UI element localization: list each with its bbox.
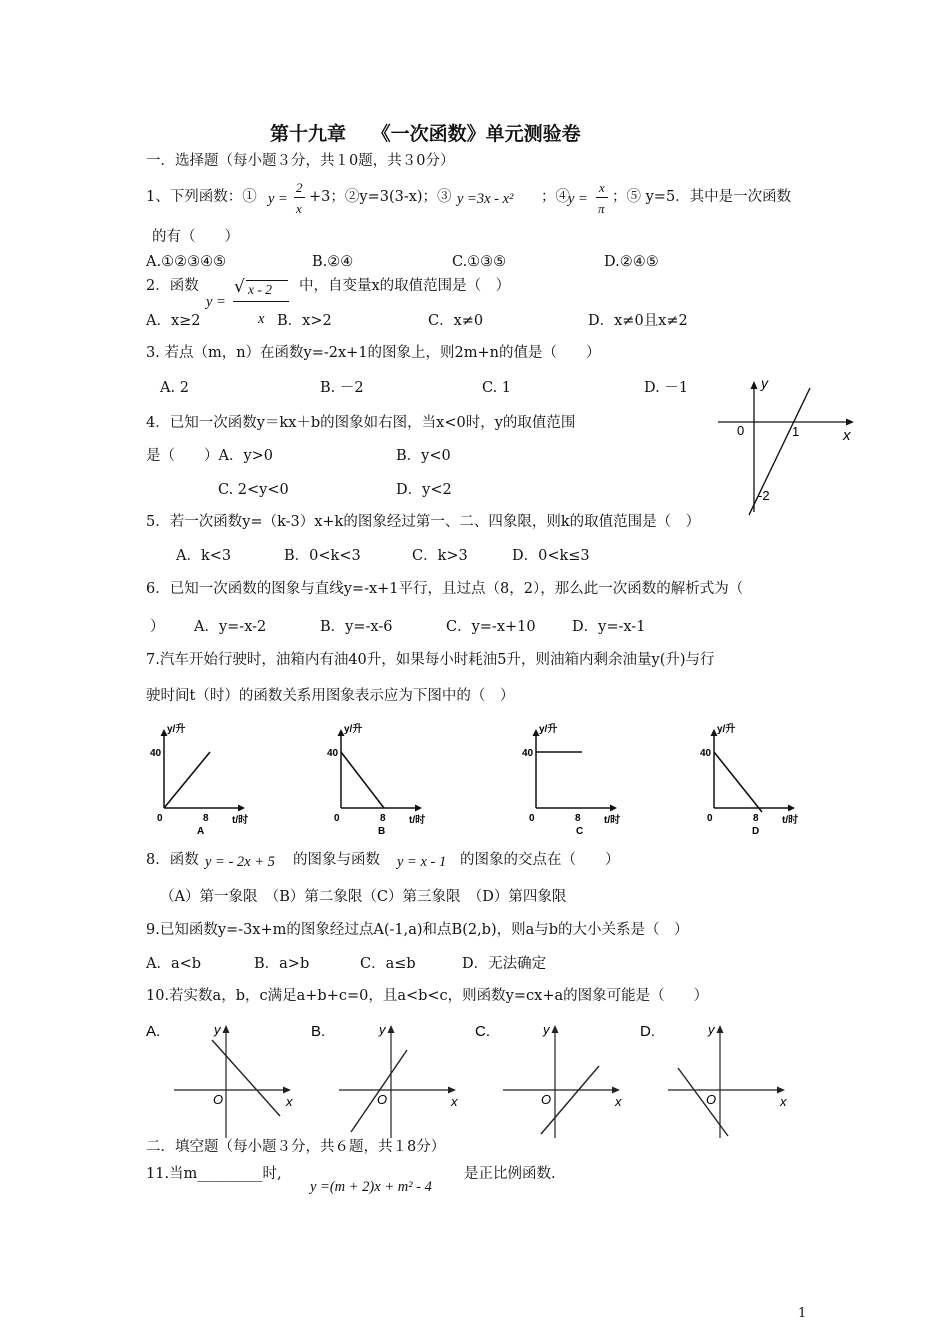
q6-option-b: B．y=-x-6: [320, 619, 393, 635]
svg-text:8: 8: [203, 813, 209, 824]
q6-option-a: A．y=-x-2: [194, 619, 267, 635]
svg-text:t/时: t/时: [409, 815, 426, 826]
section-heading-choice: 一．选择题（每小题３分，共１0题，共３0分）: [146, 153, 455, 169]
q4-line2: 是（ ）A．y>0: [146, 448, 274, 464]
svg-text:D.: D.: [640, 1023, 655, 1040]
q7-line2: 驶时间t（时）的函数关系用图象表示应为下图中的（ ）: [146, 688, 515, 704]
q7-graph-d: [694, 720, 804, 840]
q7-b-function-line: [341, 752, 384, 808]
q1-f1-y: y =: [268, 191, 288, 207]
q3-option-d: D. －1: [644, 380, 689, 396]
q11-prefix: 11.当m_________时,: [146, 1166, 282, 1182]
q4-y-arrow: [751, 381, 758, 389]
q2-den: x: [258, 311, 265, 327]
q9-option-a: A．a<b: [146, 956, 202, 972]
page-number: 1: [798, 1306, 807, 1321]
q4-option-c: C. 2<y<0: [218, 482, 289, 498]
svg-text:x: x: [286, 1094, 293, 1109]
svg-text:t/时: t/时: [604, 815, 621, 826]
q6-option-d: D．y=-x-1: [572, 619, 646, 635]
q4-option-d: D．y<2: [396, 482, 452, 498]
svg-text:40: 40: [327, 748, 339, 759]
q3-option-c: C. 1: [482, 380, 512, 396]
q8-prefix: 8．函数: [146, 852, 199, 868]
svg-text:x: x: [451, 1094, 458, 1109]
q10-graph-d: [640, 1020, 800, 1145]
q6-line2: ）: [150, 619, 165, 635]
q1-option-c: C.①③⑤: [452, 254, 507, 270]
svg-text:8: 8: [380, 813, 386, 824]
q10-text: 10.若实数a，b，c满足a+b+c=0，且a<b<c，则函数y=cx+a的图象可能是（ ）: [146, 988, 709, 1004]
svg-text:0: 0: [334, 813, 340, 824]
svg-text:8: 8: [575, 813, 581, 824]
q3-text: 3. 若点（m，n）在函数y=-2x+1的图象上，则2m+n的值是（ ）: [146, 345, 601, 361]
q1-suffix: ；⑤ y=5．其中是一次函数: [612, 189, 792, 205]
q6-option-c: C．y=-x+10: [446, 619, 536, 635]
q1-f4-den: π: [598, 201, 605, 216]
svg-text:O: O: [377, 1092, 388, 1107]
svg-text:y: y: [708, 1022, 715, 1037]
q7-d-function-line: [714, 752, 762, 812]
svg-text:O: O: [213, 1092, 224, 1107]
svg-text:y: y: [543, 1022, 550, 1037]
q1-f1-fraction-bar: [294, 197, 305, 198]
svg-text:C.: C.: [475, 1023, 490, 1040]
q7-graph-b: [321, 720, 431, 840]
q2-sqrt-arg: x - 2: [248, 282, 272, 297]
q1-line2: 的有（ ）: [152, 229, 239, 245]
q2-option-b: B．x>2: [277, 313, 332, 329]
q3-option-b: B. －2: [320, 380, 364, 396]
svg-text:O: O: [706, 1092, 717, 1107]
q5-option-a: A．k<3: [176, 548, 232, 564]
q5-option-b: B．0<k<3: [284, 548, 361, 564]
q9-option-b: B．a>b: [254, 956, 310, 972]
q1-option-d: D.②④⑤: [604, 254, 659, 270]
section-heading-fill: 二．填空题（每小题３分，共６题，共１8分）: [146, 1139, 446, 1155]
svg-text:A: A: [197, 826, 205, 837]
svg-text:x: x: [780, 1094, 787, 1109]
svg-text:40: 40: [522, 748, 534, 759]
svg-text:C: C: [576, 826, 584, 837]
q2-option-c: C．x≠0: [428, 313, 484, 329]
q8-function-2: y = x - 1: [397, 854, 447, 870]
svg-text:y/升: y/升: [539, 724, 558, 735]
svg-text:t/时: t/时: [232, 815, 249, 826]
q1-prefix: 1、下列函数：①: [146, 189, 257, 205]
svg-text:0: 0: [707, 813, 713, 824]
q1-f3: y =3x - x²: [457, 191, 514, 207]
q10-graph-c: [475, 1020, 635, 1145]
q1-f1-den: x: [296, 201, 302, 216]
q5-text: 5．若一次函数y=（k-3）x+k的图象经过第一、二、四象限，则k的取值范围是（ ）: [146, 514, 701, 530]
svg-text:x: x: [615, 1094, 622, 1109]
q11-suffix: 是正比例函数.: [464, 1166, 556, 1182]
q2-option-d: D．x≠0且x≠2: [588, 313, 688, 329]
q2-y: y =: [206, 294, 226, 310]
svg-text:A.: A.: [146, 1023, 161, 1040]
q1-f1-rest: +3；②y=3(3-x)；③: [309, 189, 452, 205]
q8-mid: 的图象与函数: [293, 852, 380, 868]
q1-f4-y: y =: [568, 191, 588, 207]
q2-fraction-bar: [233, 301, 289, 302]
q7-text: 7.汽车开始行驶时，油箱内有油40升，如果每小时耗油5升，则油箱内剩余油量y(升)与行: [146, 652, 715, 668]
q8-options: （A）第一象限 （B）第二象限（C）第三象限 （D）第四象限: [160, 889, 567, 905]
svg-text:y: y: [214, 1022, 221, 1037]
q7-graph-a: [144, 720, 254, 840]
svg-text:y/升: y/升: [344, 724, 363, 735]
q5-option-d: D．0<k≤3: [512, 548, 590, 564]
q11-formula: y =(m + 2)x + m² - 4: [310, 1179, 432, 1195]
q8-suffix: 的图象的交点在（ ）: [460, 852, 620, 868]
q1-option-b: B.②④: [312, 254, 354, 270]
svg-text:t/时: t/时: [782, 815, 799, 826]
q7-a-function-line: [164, 752, 210, 808]
q2-sqrt-symbol: √: [234, 277, 245, 297]
q9-text: 9.已知函数y=-3x+m的图象经过点A(-1,a)和点B(2,b)，则a与b的大小关系是（ ）: [146, 922, 689, 938]
q4-x-label: x: [843, 427, 851, 444]
q4-graph: [712, 372, 862, 517]
q4-x-arrow: [846, 419, 854, 426]
q1-f4-fraction-bar: [596, 197, 608, 198]
q2-prefix: 2．函数: [146, 278, 199, 294]
q8-function-1: y = - 2x + 5: [205, 854, 275, 870]
q1-option-a: A.①②③④⑤: [146, 254, 227, 270]
q4-x-intercept-label: 1: [792, 424, 800, 439]
q10-b-function-line: [351, 1050, 407, 1132]
svg-text:0: 0: [157, 813, 163, 824]
q1-f1-num: 2: [296, 180, 303, 195]
q1-f4-num: x: [599, 180, 605, 195]
q7-graph-c: [516, 720, 626, 840]
svg-text:B: B: [378, 826, 386, 837]
q6-text: 6．已知一次函数的图象与直线y=-x+1平行，且过点（8，2），那么此一次函数的解析式为（: [146, 581, 744, 597]
svg-text:y/升: y/升: [717, 724, 736, 735]
q5-option-c: C．k>3: [412, 548, 468, 564]
q10-graph-b: [311, 1020, 471, 1145]
svg-text:D: D: [752, 826, 760, 837]
svg-text:8: 8: [753, 813, 759, 824]
q4-y-label: y: [761, 375, 768, 391]
q4-y-intercept-label: -2: [758, 488, 770, 503]
q2-option-a: A．x≥2: [146, 313, 201, 329]
q4-origin-label: 0: [737, 423, 745, 438]
svg-text:y/升: y/升: [167, 724, 186, 735]
svg-text:40: 40: [150, 748, 162, 759]
q4-option-b: B．y<0: [396, 448, 451, 464]
svg-text:y: y: [379, 1022, 386, 1037]
q3-option-a: A. 2: [160, 380, 189, 396]
svg-text:0: 0: [529, 813, 535, 824]
svg-text:O: O: [541, 1092, 552, 1107]
svg-text:40: 40: [700, 748, 712, 759]
q4-text: 4．已知一次函数y＝kx＋b的图象如右图，当x<0时，y的取值范围: [146, 415, 576, 431]
page-title: 第十九章 《一次函数》单元测验卷: [270, 123, 581, 145]
q1-mid: ；④: [541, 189, 570, 205]
q2-suffix: 中，自变量x的取值范围是（ ）: [299, 278, 511, 294]
q9-option-d: D．无法确定: [462, 956, 547, 972]
q9-option-c: C．a≤b: [360, 956, 416, 972]
q10-graph-a: [146, 1020, 306, 1145]
svg-text:B.: B.: [311, 1023, 326, 1040]
